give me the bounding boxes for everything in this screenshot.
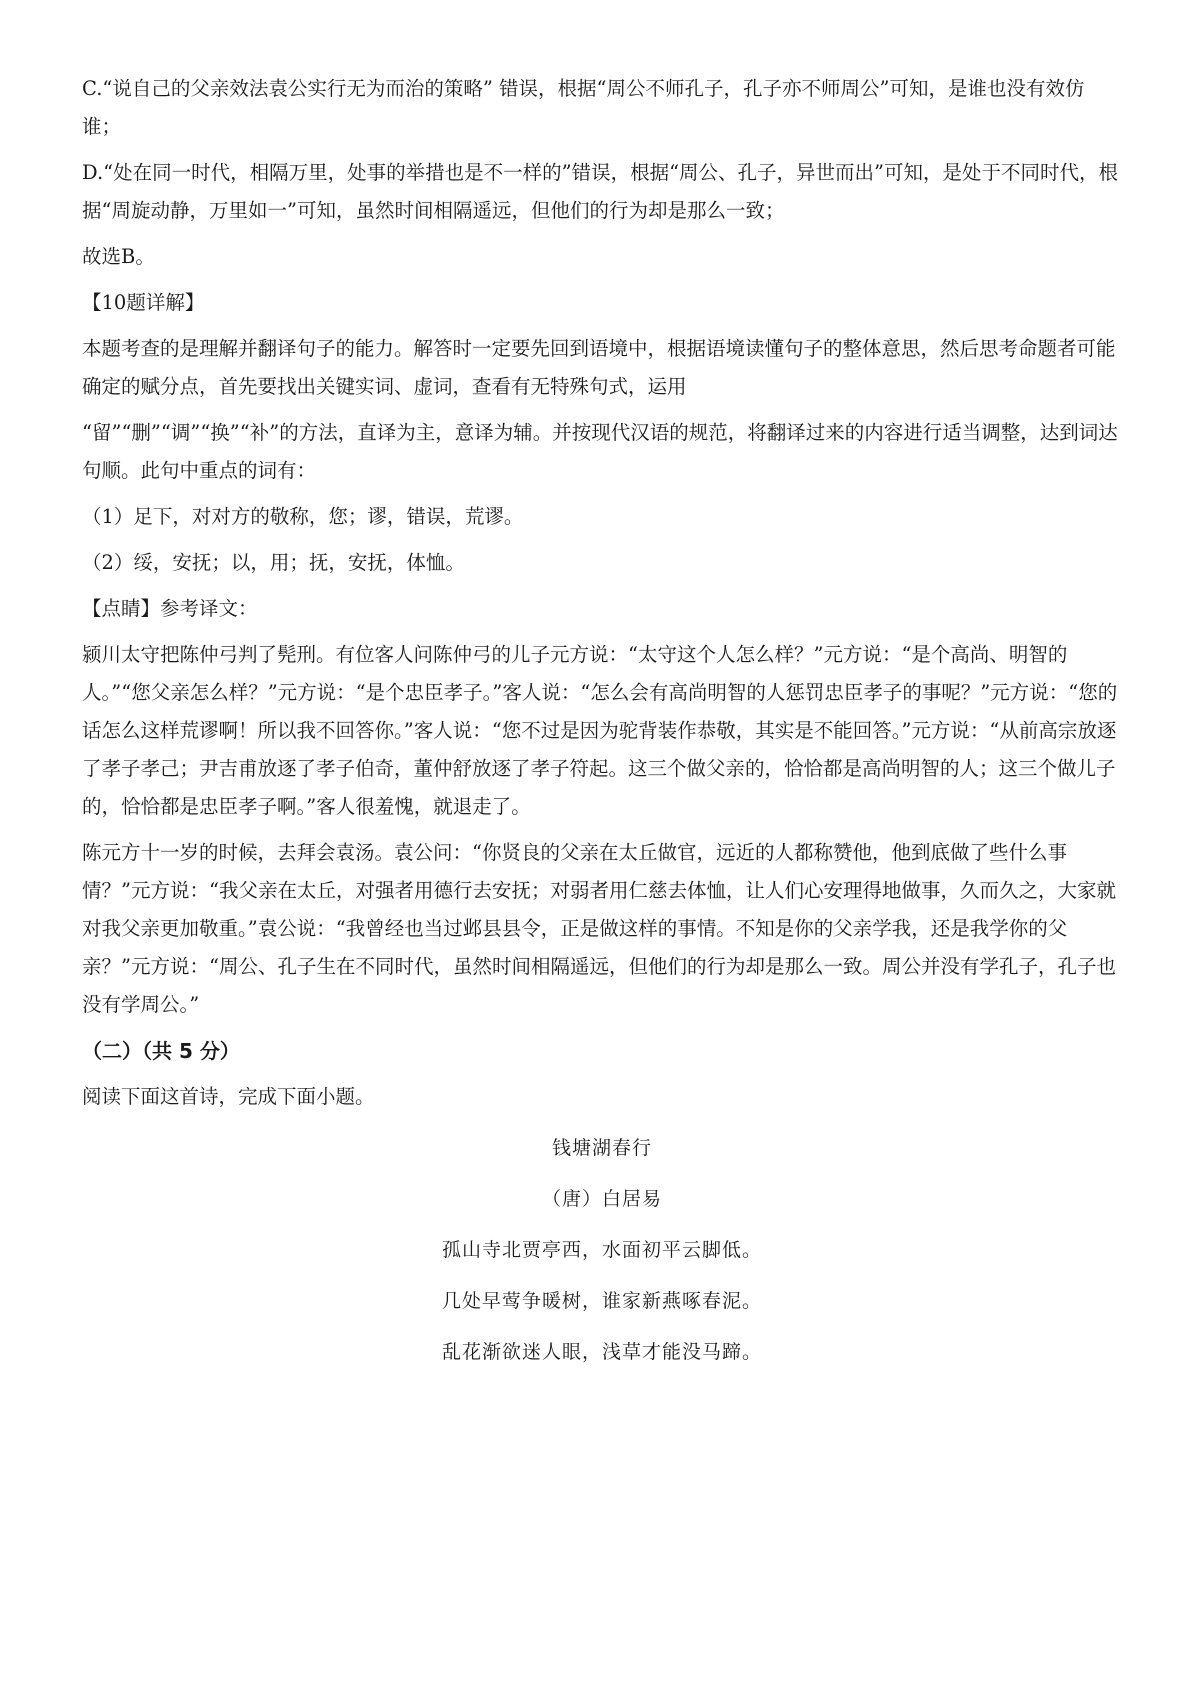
dianjing-heading: 【点睛】参考译文： xyxy=(82,597,258,620)
q10-heading: 【10题详解】 xyxy=(82,291,205,314)
q10-body: 本题考查的是理解并翻译句子的能力。解答时一定要先回到语境中，根据语境读懂句子的整体意思，然后思考命题者可能确定的赋分点，首先要找出关键实词、虚词，查看有无特殊句式，运用 xyxy=(82,337,1116,398)
option-d-explanation: D.“处在同一时代，相隔万里，处事的举措也是不一样的”错误，根据“周公、孔子，异世而出”可知，是处于不同时代，根据“周旋动静，万里如一”可知，虽然时间相隔遥远，但他们的行为却是那么一致； xyxy=(82,161,1119,222)
poem-line: 乱花渐欲迷人眼，浅草才能没马蹄。 xyxy=(441,1341,762,1363)
key-point-1: （1）足下，对对方的敬称，您；谬，错误，荒谬。 xyxy=(82,505,524,528)
poem-title: 钱塘湖春行 xyxy=(551,1137,652,1159)
section-2-title: （二）（共 5 分） xyxy=(82,1039,240,1063)
poem-line: 几处早莺争暖树，谁家新燕啄春泥。 xyxy=(441,1290,762,1312)
poem-author: （唐）白居易 xyxy=(541,1188,662,1210)
answer-line: 故选B。 xyxy=(82,245,155,268)
poem xyxy=(82,1132,1122,1368)
section-2-instruction: 阅读下面这首诗，完成下面小题。 xyxy=(82,1085,375,1108)
document-page xyxy=(82,70,1122,1387)
translation-paragraph-2: 陈元方十一岁的时候，去拜会袁汤。袁公问：“你贤良的父亲在太丘做官，远近的人都称赞他，他到底做了些什么事情？”元方说：“我父亲在太丘，对强者用德行去安抚；对弱者用仁慈去体恤，让人们心安理得地做事，久而久之，大家就对我父亲更加敬重。”袁公说：“我曾经也当过邺县县令，正是做这样的事情。不知是你的父亲学我，还是我学你的父亲？”元方说：“周公、孔子生在不同时代，虽然时间相隔遥远，但他们的行为却是那么一致。周公并没有学孔子，孔子也没有学周公。” xyxy=(82,841,1116,1016)
key-point-2: （2）绥，安抚；以，用；抚，安抚，体恤。 xyxy=(82,551,465,574)
q10-method: “留”“删”“调”“换”“补”的方法，直译为主，意译为辅。并按现代汉语的规范，将翻译过来的内容进行适当调整，达到词达句顺。此句中重点的词有： xyxy=(82,421,1118,482)
translation-paragraph-1: 颍川太守把陈仲弓判了髡刑。有位客人问陈仲弓的儿子元方说：“太守这个人怎么样？”元方说：“是个高尚、明智的人。”“您父亲怎么样？”元方说：“是个忠臣孝子。”客人说：“怎么会有高尚明智的人惩罚忠臣孝子的事呢？”元方说：“您的话怎么这样荒谬啊！所以我不回答你。”客人说：“您不过是因为驼背装作恭敬，其实是不能回答。”元方说：“从前高宗放逐了孝子孝己；尹吉甫放逐了孝子伯奇，董仲舒放逐了孝子符起。这三个做父亲的，恰恰都是高尚明智的人；这三个做儿子的，恰恰都是忠臣孝子啊。”客人很羞愧，就退走了。 xyxy=(82,643,1118,818)
poem-line: 孤山寺北贾亭西，水面初平云脚低。 xyxy=(441,1239,762,1261)
option-c-explanation: C.“说自己的父亲效法袁公实行无为而治的策略” 错误，根据“周公不师孔子，孔子亦不师周公”可知，是谁也没有效仿谁； xyxy=(82,77,1085,138)
